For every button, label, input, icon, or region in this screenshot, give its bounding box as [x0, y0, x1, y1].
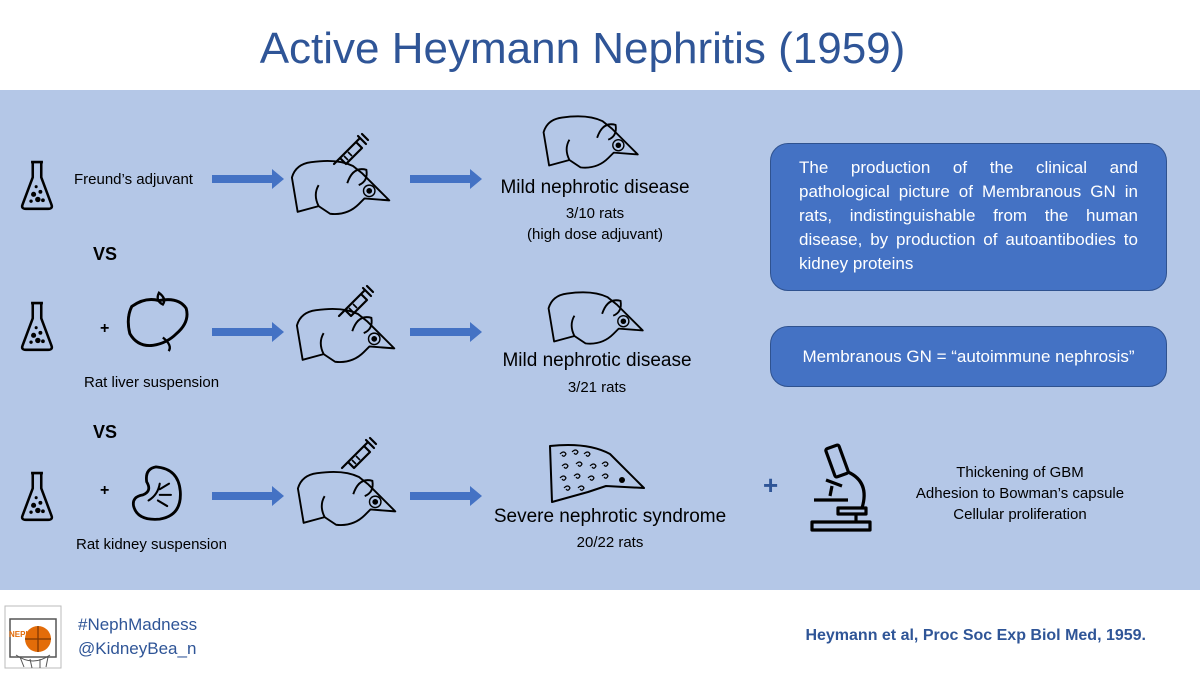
nephmadness-logo: [4, 605, 62, 669]
microscope-icon: [808, 442, 874, 534]
outcome-note: (high dose adjuvant): [527, 226, 663, 243]
plus-sign: +: [763, 470, 779, 500]
kidney-icon: [128, 462, 184, 524]
arrow-icon: [410, 322, 482, 342]
vs-label: VS: [93, 244, 118, 264]
flask-icon: [20, 155, 54, 215]
arrow-icon: [212, 322, 284, 342]
arrow-icon: [410, 486, 482, 506]
syringe-icon: [335, 280, 375, 320]
arrow-icon: [212, 169, 284, 189]
rat-icon: [540, 112, 645, 172]
logo-text: NEPH: [9, 630, 32, 639]
plus-sign: +: [100, 482, 110, 499]
info-box: [770, 143, 1167, 291]
page-title: Active Heymann Nephritis (1959): [259, 24, 906, 73]
syringe-icon: [338, 432, 378, 472]
handle-link[interactable]: @KidneyBea_n: [78, 639, 197, 658]
outcome-title: Mild nephrotic disease: [500, 177, 690, 198]
liver-icon: [124, 290, 192, 352]
syringe-icon: [330, 128, 370, 168]
diseased-rat-icon: [548, 440, 648, 506]
agent-label-freunds: Freund’s adjuvant: [74, 171, 193, 188]
vs-label: VS: [93, 422, 118, 442]
arrow-icon: [212, 486, 284, 506]
flask-icon: [20, 296, 54, 356]
flask-icon: [20, 466, 54, 526]
outcome-title: Mild nephrotic disease: [502, 350, 692, 371]
rat-icon: [545, 288, 650, 348]
plus-sign: +: [100, 320, 110, 337]
outcome-title: Severe nephrotic syndrome: [493, 506, 727, 527]
hashtag-link[interactable]: #NephMadness: [78, 615, 198, 634]
citation: Heymann et al, Proc Soc Exp Biol Med, 1959.: [805, 627, 1146, 644]
outcome-count: 20/22 rats: [576, 534, 644, 551]
info-box-text: The production of the clinical and pathological picture of Membranous GN in rats, indistinguishable from the human disease, by production of autoantibodies to kidney proteins: [799, 158, 1138, 273]
definition-box-text: Membranous GN = “autoimmune nephrosis”: [802, 347, 1135, 366]
outcome-count: 3/21 rats: [567, 379, 627, 396]
agent-label-kidney: Rat kidney suspension: [76, 536, 227, 553]
finding-item: Cellular proliferation: [953, 506, 1087, 523]
findings-list: [880, 462, 1160, 525]
rat-icon: [296, 466, 401, 531]
finding-item: Adhesion to Bowman’s capsule: [915, 485, 1125, 502]
agent-label-liver: Rat liver suspension: [84, 374, 220, 391]
definition-box: [770, 326, 1167, 387]
finding-item: Thickening of GBM: [956, 464, 1084, 481]
outcome-count: 3/10 rats: [565, 205, 625, 222]
